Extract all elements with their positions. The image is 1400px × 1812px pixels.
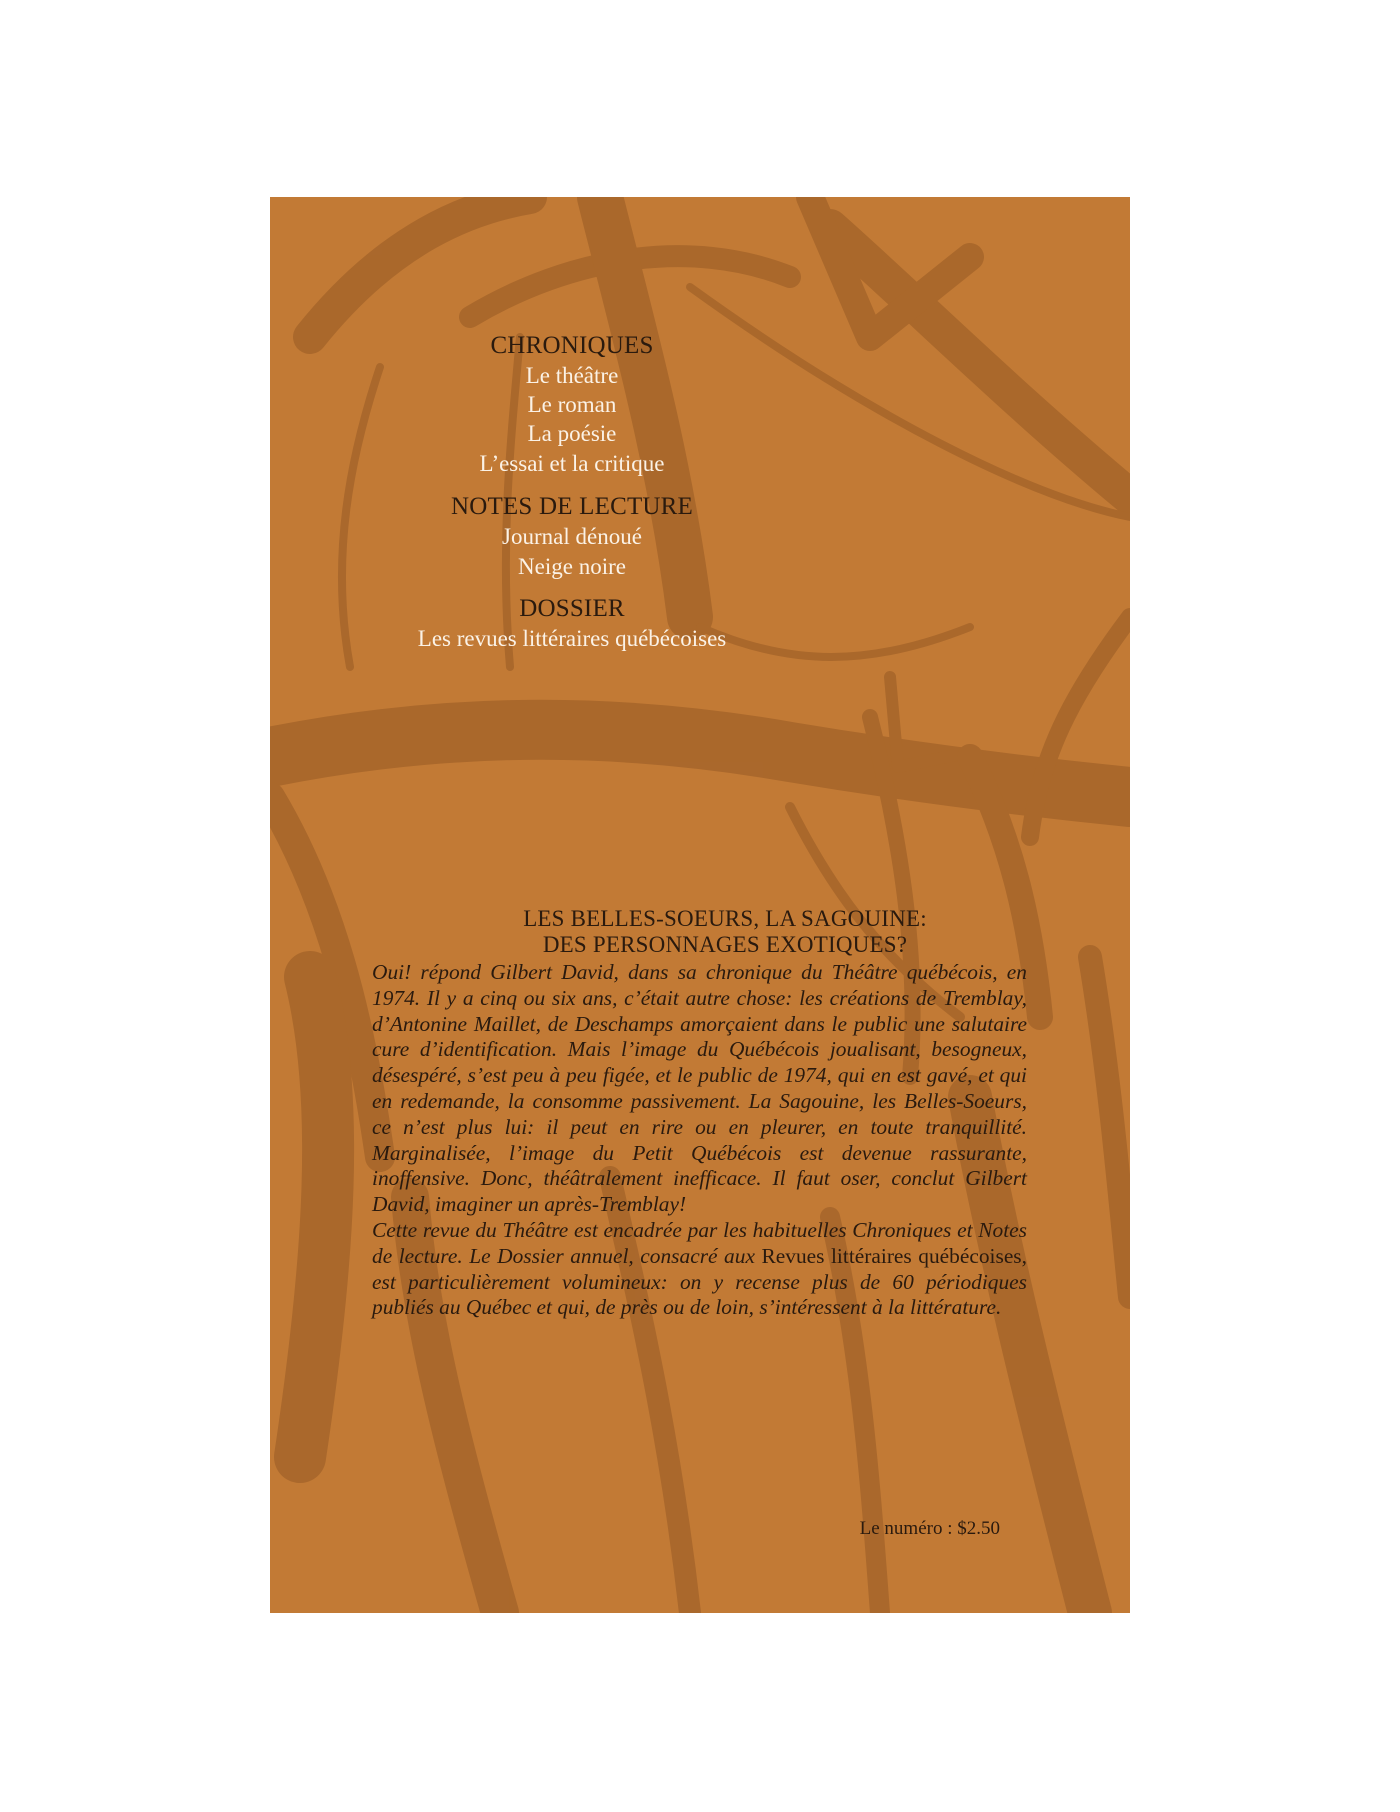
feature-title-line-1: LES BELLES-SOEURS, LA SAGOUINE: xyxy=(523,906,927,931)
feature-paragraph-1: Oui! répond Gilbert David, dans sa chronique du Théâtre québécois, en 1974. Il y a cinq ou six ans, c’était autre chose: les créations de Tremblay, d’Antonine Maillet, de Deschamps amorçaient dans le public une salutaire cure d’identification. Mais l’image du Québécois joualisant, besogneux, désespéré, s’est peu à peu figée, et le public de 1974, qui en est gavé, et qui en redemande, la consomme passivement. La Sagouine, les Belles-Soeurs, ce n’est plus lui: il peut en rire ou en pleurer, en toute tranquillité. Marginalisée, l’image du Petit Québécois est devenue rassurante, inoffensive. Donc, théâtralement inefficace. Il faut oser, conclut Gilbert David, imaginer un après-Tremblay! xyxy=(372,960,1027,1217)
contents-item: Le roman xyxy=(527,392,617,417)
section-title-dossier: DOSSIER xyxy=(519,595,625,622)
table-of-contents xyxy=(270,197,1130,1613)
contents-item: La poésie xyxy=(527,421,617,446)
contents-item: Le théâtre xyxy=(525,363,619,388)
contents-item: Les revues littéraires québécoises xyxy=(417,626,727,651)
feature-body xyxy=(372,960,1027,1321)
price-label: Le numéro : $2.50 xyxy=(859,1518,1000,1539)
section-title-notes-de-lecture: NOTES DE LECTURE xyxy=(450,493,694,520)
feature-paragraph-2-part-2: est particulièrement volumineux: on y recense plus de 60 périodiques publiés au Québec et qui, de près ou de loin, s’intéressent à la littérature. xyxy=(372,1269,1027,1320)
section-title-chroniques: CHRONIQUES xyxy=(490,332,654,359)
feature-paragraph-2-part-1: Cette revue du Théâtre est encadrée par les habituelles Chroniques et Notes de lecture. Le Dossier annuel, consacré aux xyxy=(372,1217,1027,1268)
feature-title-line-2: DES PERSONNAGES EXOTIQUES? xyxy=(542,932,908,957)
contents-item: L’essai et la critique xyxy=(479,451,665,476)
feature-paragraph-2 xyxy=(372,1218,1027,1321)
dossier-title-reference: Revues littéraires québécoises, xyxy=(761,1243,1027,1268)
back-cover xyxy=(270,197,1130,1613)
contents-item: Journal dénoué xyxy=(502,524,642,549)
contents-item: Neige noire xyxy=(518,554,626,579)
